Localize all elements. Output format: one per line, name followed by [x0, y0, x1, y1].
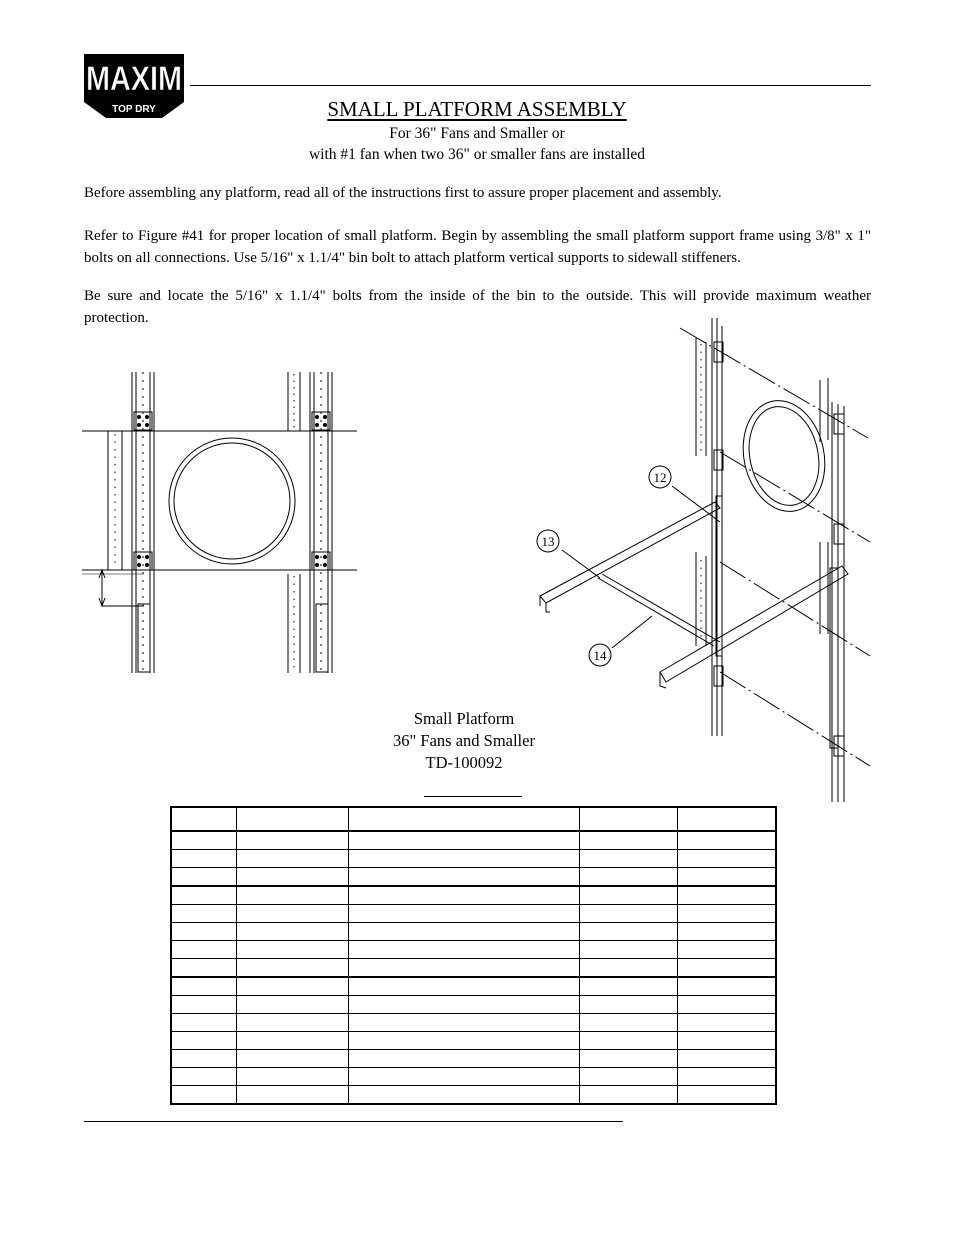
page-title: SMALL PLATFORM ASSEMBLY — [327, 97, 627, 121]
figure-caption-part-number: TD-100092 — [425, 753, 503, 772]
table-row — [171, 996, 776, 1014]
table-row — [171, 886, 776, 905]
figure-caption-line-1: Small Platform — [413, 709, 515, 728]
parts-list-table — [170, 806, 777, 1105]
logo-tagline-text: TOP DRY — [112, 104, 156, 115]
table-row — [171, 959, 776, 978]
table-row — [171, 831, 776, 850]
instruction-paragraph-1: Before assembling any platform, read all of the instructions first to assure proper placement and assembly. — [84, 185, 722, 201]
table-row — [171, 1050, 776, 1068]
table-row — [171, 941, 776, 959]
subtitle-line-2: with #1 fan when two 36" or smaller fans are installed — [308, 146, 646, 163]
table-header-row — [171, 807, 776, 831]
table-row — [171, 850, 776, 868]
table-row — [171, 1068, 776, 1086]
table-row — [171, 977, 776, 996]
table-row — [171, 923, 776, 941]
caption-rule — [424, 796, 522, 797]
figure-caption-line-2: 36" Fans and Smaller — [393, 731, 535, 750]
table-row — [171, 868, 776, 887]
table-row — [171, 905, 776, 923]
table-row — [171, 1014, 776, 1032]
table-row — [171, 1086, 776, 1105]
logo-brand-text: MAXIM — [86, 60, 182, 98]
instruction-paragraph-3: Be sure and locate the 5/16" x 1.1/4" bolts from the inside of the bin to the outside. This will provide maximum weather protection. — [84, 288, 871, 326]
callout-12: 12 — [653, 470, 667, 485]
footer-rule — [84, 1121, 623, 1122]
header-rule — [190, 85, 871, 86]
callout-13: 13 — [541, 534, 555, 549]
callout-14: 14 — [593, 648, 607, 663]
platform-front-view-drawing — [82, 370, 362, 675]
instruction-paragraph-2: Refer to Figure #41 for proper location of small platform. Begin by assembling the small platform support frame using 3/8" x 1" bolts on all connections. Use 5/16" x 1.1/4" bin bolt to attach platform vertical supports to sidewall stiffeners. — [84, 228, 871, 266]
table-row — [171, 1032, 776, 1050]
platform-isometric-drawing — [520, 316, 880, 806]
subtitle-line-1: For 36" Fans and Smaller or — [389, 125, 565, 142]
